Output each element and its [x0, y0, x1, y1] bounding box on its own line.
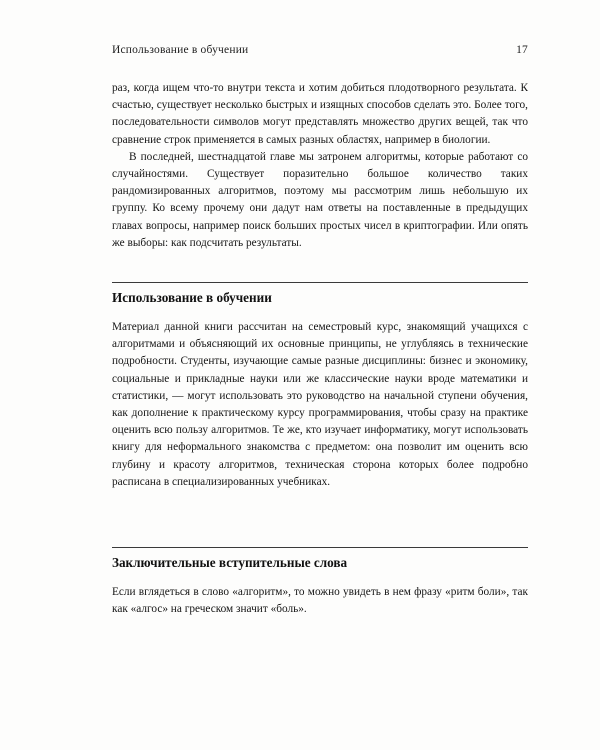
section-heading-closing-words: Заключительные вступительные слова	[112, 547, 528, 571]
running-head-title: Использование в обучении	[112, 44, 249, 56]
paragraph-continued: раз, когда ищем что-то внутри текста и хотим добиться плодотворного результата. К счастью, существует несколько быстрых и изящных способов сделать это. Более того, последовательности символов могут представлять множество других вещей, так что сравнение строк применяется в самых разных областях, например в биологии.	[112, 82, 528, 146]
section-spacer	[112, 491, 528, 517]
running-head	[112, 44, 528, 56]
paragraph-chapter-sixteen: В последней, шестнадцатой главе мы затронем алгоритмы, которые работают со случайностями. Существует поразительно большое количество таких рандомизированных алгоритмов, поэтому мы рассмотрим лишь небольшую их группу. Ко всему прочему они дадут нам ответы на поставленные в предыдущих главах вопросы, например поиск больших простых чисел в криптографии. Или опять же выборы: как подсчитать результаты.	[112, 150, 528, 249]
paragraph-usage-in-teaching: Материал данной книги рассчитан на семестровый курс, знакомящий учащихся с алгоритмами и объясняющий их основные принципы, не углубляясь в технические подробности. Студенты, изучающие самые разные дисциплины: бизнес и экономику, социальные и прикладные науки или же классические науки вроде математики и статистики, — могут использовать это руководство на начальной ступени обучения, как дополнение к практическому курсу программирования, чтобы сразу на практике оценить всю пользу алгоритмов. Те же, кто изучает информатику, могут использовать книгу для неформального знакомства с предметом: она позволит им оценить всю глубину и красоту алгоритмов, техническая сторона которых более подробно расписана в специализированных учебниках.	[112, 321, 528, 488]
section-heading-usage: Использование в обучении	[112, 282, 528, 306]
paragraph-closing-words: Если вглядеться в слово «алгоритм», то можно увидеть в нем фразу «ритм боли», так как «алгос» на греческом значит «боль».	[112, 586, 528, 616]
page-number: 17	[516, 44, 528, 56]
page-body	[112, 80, 528, 618]
